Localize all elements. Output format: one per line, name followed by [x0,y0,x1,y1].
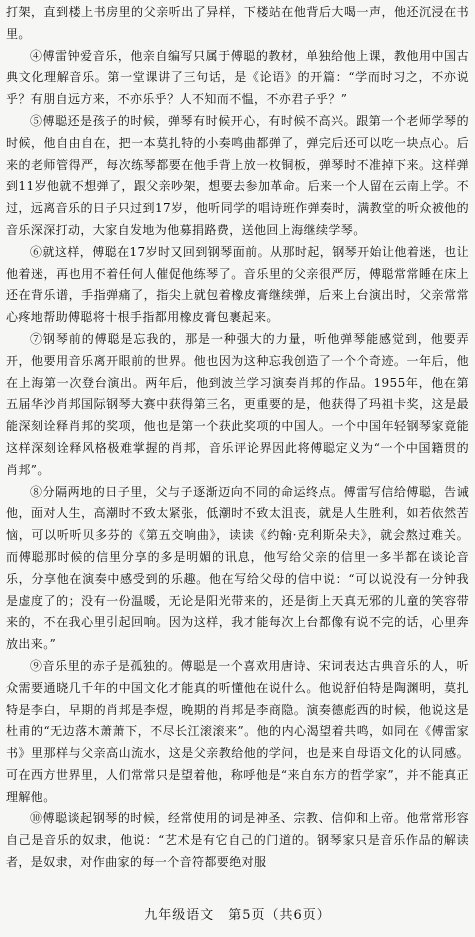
paragraph-4: ④傅雷钟爱音乐，他亲自编写只属于傅聪的教材，单独给他上课，教他用中国古典文化理解音乐。第一堂课讲了三句话，是《论语》的开篇：“学而时习之，不亦说乎？有朋自远方来，不亦乐乎？人不知而不愠，不亦君子乎？” [6,48,469,107]
paragraph-6: ⑥就这样，傅聪在17岁时又回到钢琴面前。从那时起，钢琴开始让他着迷，也让他着迷，再也用不着任何人催促他练琴了。音乐里的父亲很严厉，傅聪常常睡在床上还在背乐谱，手指弹痛了，指尖上就包着橡皮膏继续弹，后来上台演出时，父亲常常心疼地帮助傅聪将十根手指都用橡皮膏包裹起来。 [6,244,469,325]
paragraph-8: ⑧分隔两地的日子里，父与子逐渐迈向不同的命运终点。傅雷写信给傅聪，告诫他，面对人生，高潮时不致太紧张，低潮时不致太沮丧，就是人生胜利，如若依然苦恼，可以听听贝多芬的《第五交响曲》，读读《约翰·克利斯朵夫》，就会熬过难关。而傅聪那时候的信里分享的多是明媚的讯息，他写给父亲的信里一多半都在谈论音乐，分享他在演奏中感受到的乐趣。他在写给父母的信中说：“可以说没有一分钟我是虚度了的；没有一份温暖，无论是阳光带来的，还是街上天真无邪的儿童的笑容带来的，不在我心里引起回响。因为这样，我才能每次上台都像有说不完的话，心里奔放出来。” [6,484,469,652]
paragraph-5: ⑤傅聪还是孩子的时候，弹琴有时候开心，有时候不高兴。跟第一个老师学琴的时候，他自由自在，把一本莫扎特的小奏鸣曲都弹了，弹完后还可以吃一块点心。后来的老师管得严，每次练琴都要在他手背上放一枚铜板，弹琴时不准掉下来。这样弹到11岁他就不想弹了，跟父亲吵架，想要去参加革命。后来一个人留在云南上学。不过，远离音乐的日子只过到17岁，他听同学的唱诗班作弹奏时，满教堂的听众被他的音乐深深打动，大家自发地为他募捐路费，送他回上海继续学琴。 [6,113,469,237]
page-footer: 九年级语文 第5页（共6页） [144,908,331,923]
article-body [6,2,469,874]
paragraph-7: ⑦钢琴前的傅聪是忘我的，那是一种强大的力量，听他弹琴能感觉到，他要弄开，他要用音乐离开眼前的世界。他也因为这种忘我创造了一个个奇迹。一年后，他在上海第一次登台演出。两年后，他到波兰学习演奏肖邦的作品。1955年，他在第五届华沙肖邦国际钢琴大赛中获得第三名，更重要的是，他获得了玛祖卡奖，这是最能深刻诠释肖邦的奖项，他也是第一个获此奖项的中国人。一个中国年轻钢琴家竟能这样深刻诠释风格极难掌握的肖邦，音乐评论界因此将傅聪定义为“一个中国籍贯的肖邦”。 [6,331,469,477]
paragraph-continued: 打架，直到楼上书房里的父亲听出了异样，下楼站在他背后大喝一声，他还沉浸在书里。 [6,5,469,41]
paragraph-10: ⑩傅聪谈起钢琴的时候，经常使用的词是神圣、宗教、信仰和上帝。他常常形容自己是音乐的奴隶，他说：“艺术是有它自己的门道的。钢琴家只是音乐作品的解读者，是奴隶，对作曲家的每一个音符都要绝对服 [6,811,469,870]
paragraph-9: ⑨音乐里的赤子是孤独的。傅聪是一个喜欢用唐诗、宋词表达古典音乐的人，听众需要通晓几千年的中国文化才能真的听懂他在说什么。他说舒伯特是陶渊明，莫扎特是李白，早期的肖邦是李煜，晚期的肖邦是李商隐。演奏德彪西的时候，他说这是杜甫的“无边落木萧萧下，不尽长江滚滚来”。他的内心渴望着共鸣，如同在《傅雷家书》里那样与父亲高山流水，这是父亲教给他的学问，也是来自母语文化的认同感。可在西方世界里，人们常常只是望着他，称呼他是“来自东方的哲学家”，并不能真正理解他。 [6,658,469,804]
